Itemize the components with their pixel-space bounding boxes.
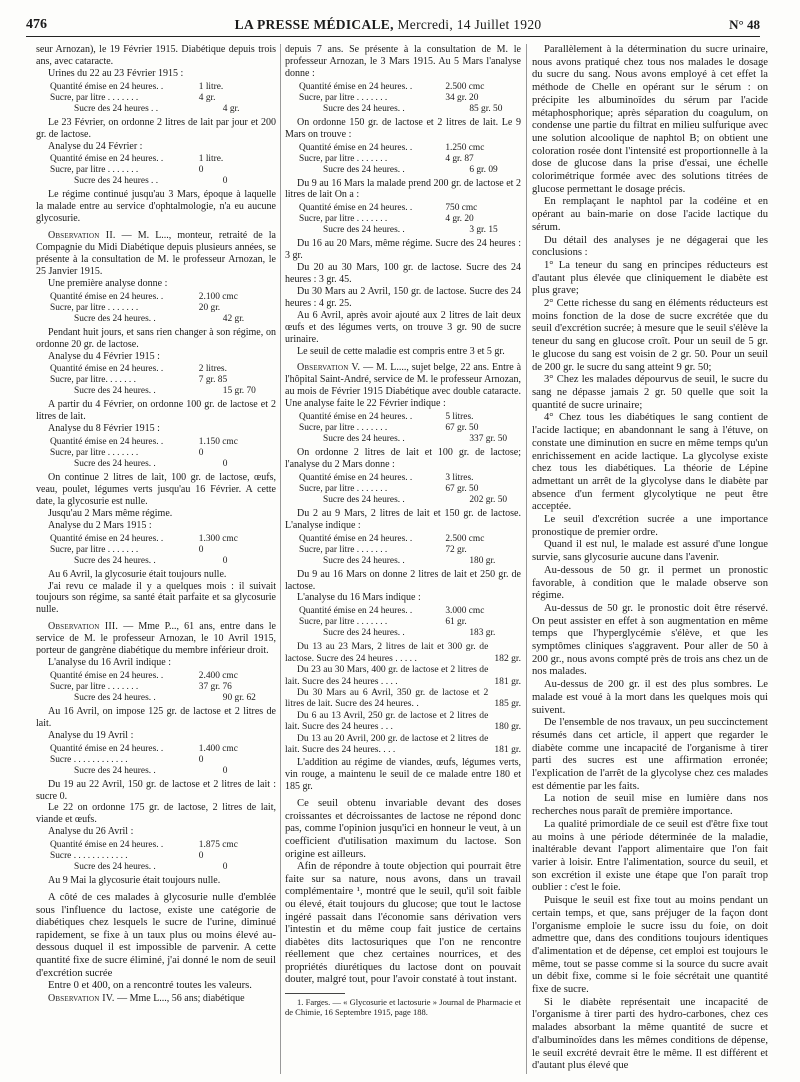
table-row (285, 423, 521, 434)
table-row (36, 292, 276, 303)
row-value: 1.250 cmc (445, 142, 485, 153)
analysis-label: Une première analyse donne : (48, 277, 168, 289)
table-row (36, 176, 276, 187)
row-label: Sucre, par litre . . . . . . . (299, 617, 388, 628)
row-value: 6 gr. 09 (469, 164, 498, 175)
observation-heading (36, 230, 276, 278)
table-row (285, 641, 521, 664)
row-label: Sucre des 24 heures. . (74, 862, 156, 873)
paragraph: seur Arnozan), le 19 Février 1915. Diabétique depuis trois ans, avec cataracte. (36, 44, 276, 67)
table-row (285, 664, 521, 687)
row-label: Quantité émise en 24 heures. . (50, 154, 164, 165)
row-value: 5 litres. (445, 412, 474, 423)
row-label: Sucre . . . . . . . . . . . . (50, 851, 128, 862)
paragraph: Au 6 Avril, après avoir ajouté aux 2 litres de lait deux œufs et des légumes verts, on trouve 3 gr. 90 de sucre urinaire. (285, 309, 521, 345)
analysis-table (285, 412, 521, 445)
row-label: Sucre, par litre. . . . . . . (50, 375, 136, 386)
paragraph: Du 20 au 30 Mars, 100 gr. de lactose. Sucre des 24 heures : 3 gr. 45. (285, 262, 521, 286)
table-row (36, 840, 276, 851)
table-row (285, 628, 521, 639)
row-label: Sucre des 24 heures. . (323, 628, 405, 639)
table-row (285, 143, 521, 154)
analysis-table (36, 744, 276, 777)
row-label: Quantité émise en 24 heures. . (50, 81, 164, 92)
paragraph: Du 9 au 16 Mars la malade prend 200 gr. de lactose et 2 litres de lait On a : (285, 177, 521, 201)
row-value: 0 (198, 851, 204, 862)
table-row (285, 556, 521, 567)
table-row (36, 154, 276, 165)
row-label: Quantité émise en 24 heures. . (299, 81, 413, 92)
row-label: Sucre des 24 heures. . (323, 103, 405, 114)
table-row (285, 154, 521, 165)
row-value: 34 gr. 20 (445, 92, 479, 103)
conclusion-item: 3° Chez les malades dépourvus de seuil, le sucre du sang ne dépasse jamais 2 gr. 50 quelle que soit la quantité de sucre urinaire; (532, 374, 768, 411)
row-value: 1.300 cmc (198, 533, 238, 544)
row-label: Sucre des 24 heures. . (323, 494, 405, 505)
observation-label: Observation IV. (48, 992, 115, 1004)
table-row (285, 412, 521, 423)
row-value: 2.100 cmc (198, 291, 238, 302)
row-value: 4 gr. (198, 92, 216, 103)
table-row (285, 203, 521, 214)
row-value: 202 gr. 50 (469, 494, 508, 505)
table-row (285, 534, 521, 545)
row-label: Sucre, par litre . . . . . . . (50, 681, 139, 692)
row-label: Sucre des 24 heures. . (74, 459, 156, 470)
row-value: 0 (198, 448, 204, 459)
row-label: Quantité émise en 24 heures. . (299, 533, 413, 544)
table-row (285, 214, 521, 225)
row-value: 3.000 cmc (445, 606, 485, 617)
table-row (36, 545, 276, 556)
analysis-table (285, 534, 521, 567)
row-value: 0 (222, 765, 228, 776)
paragraph: En remplaçant le naphtol par la codéine et en opérant au bain-marie on dose l'acide lactique du sérum. (532, 196, 768, 233)
analysis-label: Analyse du 4 Février 1915 : (48, 350, 160, 362)
paragraph: La notion de seuil mise en lumière dans nos recherches nous paraît de première importance. (532, 793, 768, 818)
row-label: Sucre des 24 heures . . (74, 103, 159, 114)
row-label: Sucre des 24 heures. . (323, 555, 405, 566)
row-value: 67 gr. 50 (445, 483, 479, 494)
table-row (36, 314, 276, 325)
observation-label: Observation II. (48, 230, 116, 242)
table-row (285, 545, 521, 556)
row-label: Sucre, par litre . . . . . . . (50, 92, 139, 103)
row-value: 0 (198, 544, 204, 555)
table-row (36, 364, 276, 375)
table-row (36, 303, 276, 314)
table-row (36, 682, 276, 693)
row-value: 2 litres. (198, 364, 227, 375)
paragraph: Quand il est nul, le malade est assuré d'une longue survie, sans glycosurie aucune dans l'avenir. (532, 539, 768, 564)
paragraph: Le seuil d'excrétion sucrée a une importance pronostique de premier ordre. (532, 514, 768, 538)
observation-text: — M. L..., monteur, retraité de la Compagnie du Midi Diabétique depuis plusieurs années, se présente à la consultation de M. le professeur Arnozan, le 25 Janvier 1915. (36, 230, 276, 277)
table-row (36, 744, 276, 755)
footnote: 1. Farges. — « Glycosurie et lactosurie » Journal de Pharmacie et de Chimie, 16 Septembre 1915, page 188. (285, 997, 521, 1018)
row-label: Sucre, par litre . . . . . . . (50, 448, 139, 459)
paragraph: A côté de ces malades à glycosurie nulle d'emblée sous l'influence du lactose, existe une catégorie de diabétiques chez lesquels le sucre de l'urine, diminué rapidement, se fixe à un taux plus ou moins élevé au-dessous duquel il est impossible de parvenir. A cette quantité fixe de sucre éliminé, j'ai donné le nom de seuil d'excrétion sucrée (36, 892, 276, 979)
paragraph: On ordonne 150 gr. de lactose et 2 litres de lait. Le 9 Mars on trouve : (285, 116, 521, 140)
paragraph: Du 16 au 20 Mars, même régime. Sucre des 24 heures : 3 gr. (285, 238, 521, 262)
row-value: 1 litre. (198, 154, 224, 165)
row-label: Sucre des 24 heures. . (323, 434, 405, 445)
row-value: 2.400 cmc (198, 670, 238, 681)
paragraph: L'addition au régime de viandes, œufs, légumes verts, vin rouge, a maintenu le seuil de ce malade entre 180 et 185 gr. (285, 757, 521, 793)
page-header (26, 14, 760, 37)
table-row (36, 755, 276, 766)
paragraph: Pendant huit jours, et sans rien changer à son régime, on ordonne 20 gr. de lactose. (36, 326, 276, 350)
row-value: 183 gr. (469, 628, 496, 639)
row-value: 0 (198, 165, 204, 176)
table-row (36, 862, 276, 873)
conclusion-item: 2° Cette richesse du sang en éléments réducteurs est moins fonction de la dose de sucre excrétée que du seuil d'excrétion sucrée; à mesure que le seuil s'élève la teneur du sang en glucose croît. Pour un seuil de 5 gr. le glucose du sang est voisin de 2 gr. 50. Pour un seuil de 200 gr. le sucre du sang atteint 9 gr. 50; (532, 298, 768, 373)
page-number: 476 (26, 17, 47, 32)
row-value: 4 gr. 87 (445, 153, 474, 164)
table-row (285, 434, 521, 445)
row-label: Quantité émise en 24 heures. . (50, 437, 164, 448)
analysis-table (285, 606, 521, 639)
row-label: Quantité émise en 24 heures. . (50, 840, 164, 851)
paragraph: Au 16 Avril, on impose 125 gr. de lactose et 2 litres de lait. (36, 705, 276, 729)
row-label: Sucre des 24 heures. . (74, 765, 156, 776)
row-value: 1.875 cmc (198, 840, 238, 851)
table-row (36, 671, 276, 682)
row-label: Sucre, par litre . . . . . . . (50, 165, 139, 176)
row-value: 2.500 cmc (445, 81, 485, 92)
table-row (285, 82, 521, 93)
paragraph: depuis 7 ans. Se présente à la consultation de M. le professeur Arnozan, le 3 Mars 1915. Au 5 Mars l'analyse donne : (285, 44, 521, 79)
row-label: Sucre . . . . . . . . . . . . (50, 754, 128, 765)
table-row (36, 693, 276, 704)
table-row (285, 710, 521, 733)
observation-label: Observation V. (297, 362, 361, 374)
observation-heading (36, 993, 276, 1005)
row-value: 15 gr. 70 (222, 386, 256, 397)
analysis-table (285, 473, 521, 506)
observation-label: Observation III. (48, 621, 119, 633)
row-value: 85 gr. 50 (469, 103, 503, 114)
row-label: Sucre, par litre . . . . . . . (299, 423, 388, 434)
journal-title (235, 17, 542, 33)
row-value: 181 gr. (494, 744, 521, 756)
table-row (285, 473, 521, 484)
paragraph: J'ai revu ce malade il y a quelques mois : il suivait toujours son régime, sa santé était parfaite et sa glycosurie nulle. (36, 580, 276, 616)
row-value: 61 gr. (445, 617, 467, 628)
row-value: 0 (222, 176, 228, 187)
row-label: Du 30 Mars au 6 Avril, 350 gr. de lactose et 2 litres de lait. Sucre des 24 heures. . (285, 687, 489, 710)
paragraph: Du 2 au 9 Mars, 2 litres de lait et 150 gr. de lactose. L'analyse indique : (285, 507, 521, 531)
row-value: 0 (222, 862, 228, 873)
paragraph: Si le diabète représentait une incapacité de l'organisme à tirer parti des hydro-carbones, chez ces malades absorbant la même quantité de sucre et d'albuminoïdes dans les mêmes conditions de dépense, le seuil excrété devrait être le même. Il est différent et d'autant plus élevé que (532, 996, 768, 1072)
row-label: Sucre des 24 heures. . (74, 386, 156, 397)
row-value: 0 (222, 555, 228, 566)
paragraph: Au 9 Mai la glycosurie était toujours nulle. (48, 875, 221, 887)
paragraph: Le seuil de cette maladie est compris entre 3 et 5 gr. (297, 345, 505, 357)
row-value: 1.400 cmc (198, 743, 238, 754)
row-label: Sucre des 24 heures. . (323, 164, 405, 175)
analysis-label: Analyse du 24 Février : (48, 140, 143, 152)
table-row (285, 733, 521, 756)
table-row (285, 617, 521, 628)
table-row (36, 82, 276, 93)
observation-heading (285, 362, 521, 410)
analysis-label: L'analyse du 16 Mars indique : (297, 592, 421, 604)
table-row (285, 606, 521, 617)
row-label: Sucre, par litre . . . . . . . (299, 153, 388, 164)
row-label: Quantité émise en 24 heures. . (50, 743, 164, 754)
row-label: Sucre, par litre . . . . . . . (50, 302, 139, 313)
paragraph: La qualité primordiale de ce seuil est d'être fixe tout au moins à une période déterminée de la maladie, inaltérable devant l'apport alimentaire que l'on fait varier à loisir. Entre l'alimentation, source du seuil, et son excrétion il existe une étape que l'on paraît trop oublier : c'est le foie. (532, 818, 768, 894)
row-label: Quantité émise en 24 heures. . (299, 203, 413, 214)
paragraph: On continue 2 litres de lait, 100 gr. de lactose, œufs, veau, poulet, légumes verts jusqu'au 16 Février. A cette date, la glycosurie est nulle. (36, 472, 276, 507)
observation-heading (36, 621, 276, 657)
paragraph: Au-dessus de 50 gr. le pronostic doit être réservé. On peut assister en effet à son augmentation en même temps que l'hyperglycémie s'élève, et que les symptômes cliniques s'aggravent. Pour aller de 50 à 200 gr., nous avons compté près de trois ans chez un de nos malades. (532, 602, 768, 678)
row-value: 72 gr. (445, 544, 467, 555)
row-value: 337 gr. 50 (469, 434, 508, 445)
table-row (36, 851, 276, 862)
period-table (285, 641, 521, 755)
paragraph: De l'ensemble de nos travaux, un peu succinctement résumés dans cet article, il appert que regarder le diabète comme une incapacité de l'organisme à tirer parti des sucres est une affirmation erronée; l'explication de l'arrêt de la glycolyse chez ces malades est démentie par les faits. (532, 717, 768, 792)
paragraph: Au 6 Avril, la glycosurie était toujours nulle. (48, 568, 227, 580)
row-label: Sucre des 24 heures. . (74, 555, 156, 566)
table-row (36, 766, 276, 777)
row-value: 182 gr. (494, 652, 521, 664)
table-row (36, 534, 276, 545)
analysis-label: Analyse du 19 Avril : (48, 729, 134, 741)
row-value: 185 gr. (494, 698, 521, 710)
row-value: 7 gr. 85 (198, 375, 228, 386)
analysis-table (36, 671, 276, 704)
analysis-table (36, 534, 276, 567)
paragraph: Le régime continué jusqu'au 3 Mars, époque à laquelle la malade entre au service d'ophtalmologie, n'a eu aucune glycosurie. (36, 189, 276, 225)
table-row (285, 484, 521, 495)
row-label: Sucre, par litre . . . . . . . (299, 92, 388, 103)
column-divider (280, 44, 281, 1074)
row-value: 0 (198, 754, 204, 765)
row-label: Sucre des 24 heures. . (323, 225, 405, 236)
table-row (36, 386, 276, 397)
row-label: Quantité émise en 24 heures. . (299, 142, 413, 153)
table-row (36, 93, 276, 104)
row-value: 67 gr. 50 (445, 423, 479, 434)
paragraph: Le 23 Février, on ordonne 2 litres de lait par jour et 200 gr. de lactose. (36, 116, 276, 140)
table-row (285, 687, 521, 710)
analysis-label: Analyse du 26 Avril : (48, 826, 134, 838)
analysis-table (285, 143, 521, 176)
row-label: Quantité émise en 24 heures. . (50, 533, 164, 544)
row-label: Sucre des 24 heures. . (74, 692, 156, 703)
table-row (36, 437, 276, 448)
analysis-label: Urines du 22 au 23 Février 1915 : (48, 67, 184, 79)
analysis-table (285, 82, 521, 115)
table-row (285, 225, 521, 236)
paragraph: Le 22 on ordonne 175 gr. de lactose, 2 litres de lait, viande et œufs. (36, 802, 276, 826)
row-value: 2.500 cmc (445, 533, 485, 544)
table-row (36, 556, 276, 567)
paragraph: Du 30 Mars au 2 Avril, 150 gr. de lactose. Sucre des 24 heures : 4 gr. 25. (285, 285, 521, 309)
table-row (285, 104, 521, 115)
observation-text: — Mme P..., 61 ans, entre dans le service de M. le professeur Arnozan, le 10 Avril 1915, porteur de gangrène diabétique du membre inférieur droit. (36, 621, 276, 657)
row-label: Quantité émise en 24 heures. . (299, 412, 413, 423)
row-value: 1 litre. (198, 81, 224, 92)
paragraph: Du détail des analyses je ne dégagerai que les conclusions : (532, 234, 768, 259)
analysis-label: Analyse du 2 Mars 1915 : (48, 519, 152, 531)
column-1 (36, 44, 276, 1005)
conclusion-item: 4° Chez tous les diabétiques le sang contient de l'acide lactique; en abandonnant le sang à l'étuve, on constate une diminution en sucre en même temps qu'un enrichissement en acide lactique. La glycolyse existe chez tous les diabétiques. La théorie de Lépine admettant un arrêt de la glycolyse dans le diabète par absence d'un ferment glycolytique ne peut être acceptée. (532, 412, 768, 513)
row-value: 4 gr. 20 (445, 214, 474, 225)
analysis-table (36, 154, 276, 187)
paragraph: Jusqu'au 2 Mars même régime. (48, 507, 173, 519)
table-row (36, 165, 276, 176)
row-value: 0 (222, 459, 228, 470)
row-value: 42 gr. (222, 313, 245, 324)
paragraph: Du 9 au 16 Mars on donne 2 litres de lait et 250 gr. de lactose. (285, 568, 521, 592)
analysis-table (285, 203, 521, 236)
row-label: Sucre, par litre . . . . . . . (299, 483, 388, 494)
column-divider (526, 44, 527, 1074)
analysis-table (36, 292, 276, 325)
analysis-table (36, 840, 276, 873)
paragraph: On ordonne 2 litres de lait et 100 gr. de lactose; l'analyse du 2 Mars donne : (285, 447, 521, 470)
paragraph: Ce seuil obtenu invariable devant des doses croissantes et décroissantes de lactose ne répond donc pas, comme l'opinion jusqu'ici en honneur le veut, à un coefficient d'utilisation maximum du lactose. Son origine est ailleurs. (285, 798, 521, 860)
row-value: 90 gr. 62 (222, 692, 256, 703)
row-label: Sucre, par litre . . . . . . . (299, 214, 388, 225)
row-value: 37 gr. 76 (198, 681, 232, 692)
row-value: 181 gr. (494, 675, 521, 687)
row-value: 750 cmc (445, 203, 478, 214)
observation-text: — M. L...., sujet belge, 22 ans. Entre à l'hôpital Saint-André, service de M. le professeur Arnozan, au mois de Février 1915 Diabétique avec double cataracte. Une analyse faite le 22 Février indique : (285, 362, 522, 410)
conclusion-item: 1° La teneur du sang en principes réducteurs est d'autant plus élevée que cliniquement le diabète est plus grave; (532, 259, 768, 297)
paragraph: Parallèlement à la détermination du sucre urinaire, nous avons pratiqué chez tous nos malades le dosage du sucre du sang. Nous avons employé à cet effet la méthode de Chelle en opérant sur le sérum : on précipite les albuminoïdes du sérum par l'acide métaphosphorique; après séparation du coagulum, on condense une partie du filtrat en milieu sulfurique avec une solution alcoolique de naphtol B; on obtient une coloration rosée dont l'intensité est proportionnelle à la dose de glucose dans la prise d'essai, une échelle colorimétrique formée avec des solutions titrées de glucose permettant le dosage précis. (532, 44, 768, 195)
analysis-label: Analyse du 8 Février 1915 : (48, 423, 160, 435)
table-row (36, 375, 276, 386)
table-row (285, 165, 521, 176)
row-value: 1.150 cmc (198, 437, 238, 448)
issue-date: Mercredi, 14 Juillet 1920 (397, 17, 542, 32)
row-value: 3 litres. (445, 472, 474, 483)
journal-name: LA PRESSE MÉDICALE, (234, 17, 394, 32)
table-row (36, 459, 276, 470)
row-label: Quantité émise en 24 heures. . (50, 291, 164, 302)
row-label: Du 13 au 20 Avril, 200 gr. de lactose et 2 litres de lait. Sucre des 24 heures. . . . (285, 732, 489, 756)
table-row (36, 448, 276, 459)
row-value: 180 gr. (494, 721, 521, 733)
paragraph: Du 19 au 22 Avril, 150 gr. de lactose et 2 litres de lait : sucre 0. (36, 778, 276, 802)
row-label: Quantité émise en 24 heures. . (299, 606, 413, 617)
paragraph: Afin de répondre à toute objection qui pourrait être faite sur sa nature, nous avons, dans un travail complémentaire ¹, montré que le seuil, qu'il soit faible ou élevé, était toujours du glucose; que tout le lactose ingéré passait dans l'économie sans dérivation vers l'intestin et du même coup fait justice de certains diabètes dits lactosuriques que l'on ne rencontre réellement que chez certaines nourrices, et des propriétés diurétiques du lactose dont on pouvait douter, malgré tout, pour l'avoir constaté à tout instant. (285, 861, 521, 986)
row-label: Quantité émise en 24 heures. . (50, 670, 164, 681)
row-label: Du 13 au 23 Mars, 2 litres de lait et 300 gr. de lactose. Sucre des 24 heures . . . . . (285, 641, 489, 664)
row-label: Quantité émise en 24 heures. . (50, 364, 164, 375)
paragraph: Au-dessous de 50 gr. il permet un pronostic favorable, à condition que le malade observe son régime. (532, 564, 768, 602)
analysis-table (36, 437, 276, 470)
paragraph: Puisque le seuil est fixe tout au moins pendant un certain temps, et que, sans préjuger de la façon dont l'organisme emploie le sucre issu du foie, on doit admettre que, dans des conditions toujours identiques d'alimentation et de dépense, cet emploi est toujours le même, tout se passe comme si la source du sucre avait un débit fixe, comme si le foie sécrétait une quantité fixe de sucre. (532, 895, 768, 996)
analysis-table (36, 82, 276, 115)
row-label: Sucre des 24 heures . . (74, 176, 159, 187)
table-row (36, 104, 276, 115)
observation-text: — Mme L..., 56 ans; diabétique (114, 992, 245, 1004)
row-label: Quantité émise en 24 heures. . (299, 472, 413, 483)
paragraph: A partir du 4 Février, on ordonne 100 gr. de lactose et 2 litres de lait. (36, 399, 276, 423)
row-value: 4 gr. (222, 103, 240, 114)
column-2 (285, 44, 521, 1017)
row-value: 20 gr. (198, 302, 221, 313)
analysis-label: L'analyse du 16 Avril indique : (48, 657, 171, 668)
row-value: 180 gr. (469, 555, 496, 566)
analysis-table (36, 364, 276, 397)
row-label: Sucre, par litre . . . . . . . (50, 544, 139, 555)
footnote-rule (285, 993, 345, 994)
row-label: Du 23 au 30 Mars, 400 gr. de lactose et 2 litres de lait. Sucre des 24 heures . . . . (285, 664, 489, 687)
issue-number: N° 48 (729, 17, 760, 32)
paragraph: Au-dessus de 200 gr. il est des plus sombres. Le malade est voué à la mort dans les quelques mois qui suivent. (532, 679, 768, 716)
column-3 (532, 44, 768, 1073)
table-row (285, 495, 521, 506)
row-label: Sucre des 24 heures. . (74, 313, 156, 324)
paragraph: Entre 0 et 400, on a rencontré toutes les valeurs. (48, 980, 252, 992)
table-row (285, 93, 521, 104)
row-label: Du 6 au 13 Avril, 250 gr. de lactose et 2 litres de lait. Sucre des 24 heures . . . (285, 709, 489, 733)
row-label: Sucre, par litre . . . . . . . (299, 544, 388, 555)
row-value: 3 gr. 15 (469, 225, 498, 236)
